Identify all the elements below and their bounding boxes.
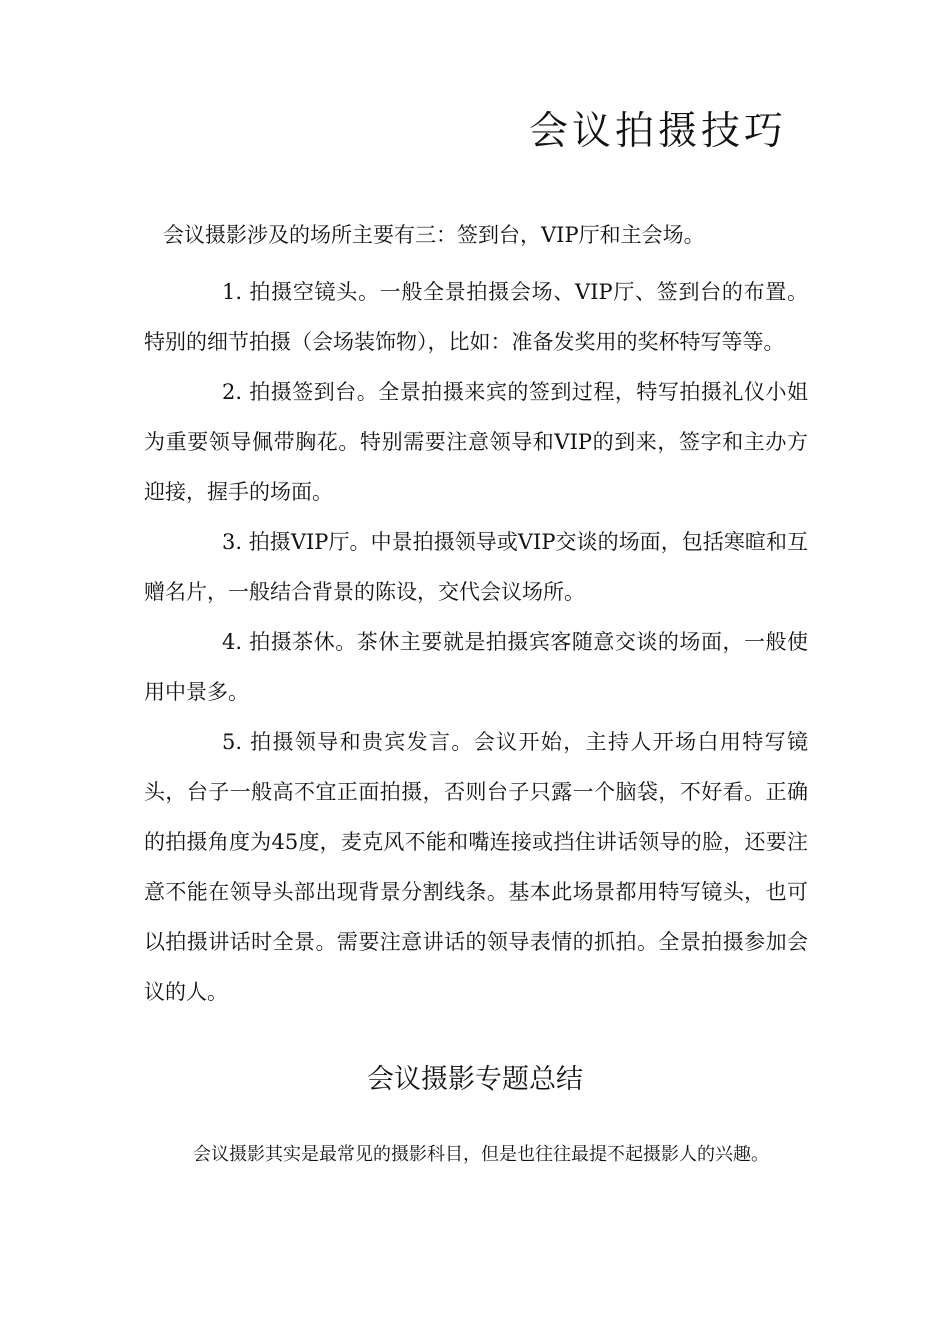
paragraph-sign-in-desk: 2. 拍摄签到台。全景拍摄来宾的签到过程，特写拍摄礼仪小姐为重要领导佩带胸花。特别需要注意领导和VIP的到来，签字和主办方迎接，握手的场面。 — [144, 380, 808, 504]
paragraph-empty-shots: 1. 拍摄空镜头。一般全景拍摄会场、VIP厅、签到台的布置。特别的细节拍摄（会场装饰物），比如：准备发奖用的奖杯特写等等。 — [144, 280, 808, 354]
paragraph-vip-room: 3. 拍摄VIP厅。中景拍摄领导或VIP交谈的场面，包括寒暄和互赠名片，一般结合背景的陈设，交代会议场所。 — [144, 530, 808, 604]
page-title: 会议拍摄技巧 — [529, 109, 788, 154]
body-section — [144, 267, 808, 1017]
intro-paragraph: 会议摄影涉及的场所主要有三：签到台，VIP厅和主会场。 — [163, 223, 705, 247]
section-title-text: 会议摄影专题总结 — [367, 1064, 583, 1095]
paragraph-tea-break: 4. 拍摄茶休。茶休主要就是拍摄宾客随意交谈的场面，一般使用中景多。 — [144, 630, 808, 704]
section-title — [0, 1060, 950, 1100]
summary-paragraph: 会议摄影其实是最常见的摄影科目，但是也往往最提不起摄影人的兴趣。 — [193, 1144, 769, 1165]
paragraph-speeches: 5. 拍摄领导和贵宾发言。会议开始，主持人开场白用特写镜头，台子一般高不宜正面拍摄，否则台子只露一个脑袋，不好看。正确的拍摄角度为45度，麦克风不能和嘴连接或挡住讲话领导的脸，还要注意不能在领导头部出现背景分割线条。基本此场景都用特写镜头，也可以拍摄讲话时全景。需要注意讲话的领导表情的抓拍。全景拍摄参加会议的人。 — [144, 730, 808, 1004]
